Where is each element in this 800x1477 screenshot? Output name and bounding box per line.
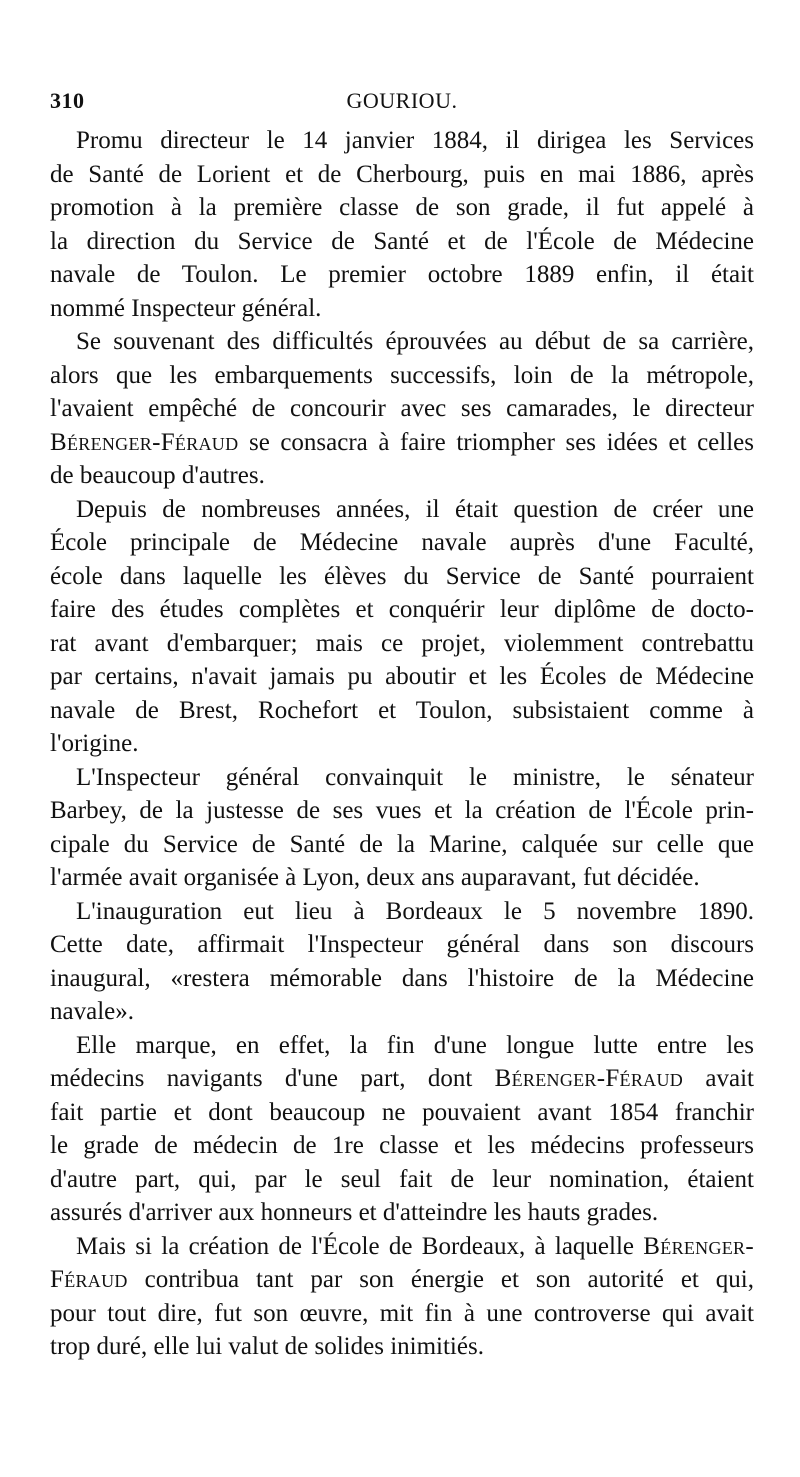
text-line: école dans laquelle les élèves du Service de Santé pourraient bbox=[50, 562, 754, 590]
text-line: navale de Brest, Rochefort et Toulon, subsistaient comme à bbox=[50, 696, 754, 724]
text-line: inaugural, «restera mémorable dans l'histoire de la Médecine bbox=[50, 964, 754, 992]
text-line: rat avant d'embarquer; mais ce projet, violemment contrebattu bbox=[50, 629, 754, 657]
paragraph-2 bbox=[50, 325, 754, 493]
text-line bbox=[50, 1230, 754, 1264]
text-line: Elle marque, en effet, la fin d'une longue lutte entre les bbox=[76, 1031, 754, 1059]
text-line: l'armée avait organisée à Lyon, deux ans auparavant, fut décidée. bbox=[50, 864, 700, 891]
text-line: nommé Inspecteur général. bbox=[50, 294, 322, 322]
author-name: Bérenger-Féraud bbox=[50, 428, 239, 456]
text-line: navale de Toulon. Le premier octobre 1889 enfin, il était bbox=[50, 261, 754, 288]
text-run: avait bbox=[683, 1065, 754, 1092]
paragraph-6 bbox=[50, 1029, 754, 1230]
text-run: contribua tant par son énergie et son autorité et qui, bbox=[127, 1266, 754, 1293]
text-line: trop duré, elle lui valut de solides inimitiés. bbox=[50, 1333, 484, 1360]
text-line: Se souvenant des difficultés éprouvées au début de sa carrière, bbox=[76, 328, 754, 355]
page-header bbox=[50, 88, 754, 124]
paragraph-1 bbox=[50, 124, 754, 325]
text-line: Barbey, de la justesse de ses vues et la création de l'École prin- bbox=[50, 797, 754, 824]
text-line: de Santé de Lorient et de Cherbourg, puis en mai 1886, après bbox=[50, 160, 754, 188]
text-line: par certains, n'avait jamais pu aboutir et les Écoles de Médecine bbox=[50, 663, 754, 690]
text-line: Promu directeur le 14 janvier 1884, il dirigea les Services bbox=[76, 127, 754, 154]
running-head: GOURIOU. bbox=[346, 88, 458, 113]
author-name: Bérenger-Féraud bbox=[494, 1065, 684, 1092]
text-run: Mais si la création de l'École de Bordeaux, à laquelle bbox=[76, 1232, 644, 1260]
paragraph-4 bbox=[50, 761, 754, 895]
text-line: Cette date, affirmait l'Inspecteur général dans son discours bbox=[50, 931, 754, 958]
text-line bbox=[50, 426, 754, 460]
page-number: 310 bbox=[50, 88, 85, 113]
author-name: Féraud bbox=[50, 1266, 128, 1293]
paragraph-3 bbox=[50, 493, 754, 761]
book-page bbox=[50, 88, 754, 1364]
text-line: de beaucoup d'autres. bbox=[50, 462, 265, 489]
paragraph-5 bbox=[50, 895, 754, 1029]
text-line: assurés d'arriver aux honneurs et d'atteindre les hauts grades. bbox=[50, 1199, 659, 1226]
text-line: la direction du Service de Santé et de l'École de Médecine bbox=[50, 227, 754, 255]
text-line: L'Inspecteur général convainquit le ministre, le sénateur bbox=[76, 763, 754, 791]
text-line: le grade de médecin de 1re classe et les médecins professeurs bbox=[50, 1132, 754, 1159]
text-line bbox=[50, 1062, 754, 1096]
text-line: pour tout dire, fut son œuvre, mit fin à une controverse qui avait bbox=[50, 1299, 754, 1327]
text-line: alors que les embarquements successifs, loin de la métropole, bbox=[50, 361, 754, 389]
text-line: l'origine. bbox=[50, 730, 139, 757]
text-line: fait partie et dont beaucoup ne pouvaient avant 1854 franchir bbox=[50, 1098, 754, 1126]
text-run: médecins navigants d'une part, dont bbox=[50, 1065, 495, 1092]
text-line: faire des études complètes et conquérir leur diplôme de docto- bbox=[50, 596, 754, 623]
text-line: navale». bbox=[50, 998, 134, 1025]
text-line bbox=[50, 1263, 754, 1297]
paragraph-7 bbox=[50, 1230, 754, 1364]
text-line: Depuis de nombreuses années, il était question de créer une bbox=[76, 495, 754, 523]
text-line: École principale de Médecine navale auprès d'une Faculté, bbox=[50, 529, 754, 556]
text-line: d'autre part, qui, par le seul fait de leur nomination, étaient bbox=[50, 1165, 754, 1193]
author-name: Bérenger- bbox=[643, 1232, 754, 1260]
text-line: l'avaient empêché de concourir avec ses camarades, le directeur bbox=[50, 395, 754, 422]
text-line: L'inauguration eut lieu à Bordeaux le 5 novembre 1890. bbox=[76, 897, 754, 925]
text-line: cipale du Service de Santé de la Marine, calquée sur celle que bbox=[50, 830, 754, 858]
text-run: se consacra à faire triompher ses idées et celles bbox=[238, 428, 754, 456]
text-line: promotion à la première classe de son grade, il fut appelé à bbox=[50, 194, 754, 221]
